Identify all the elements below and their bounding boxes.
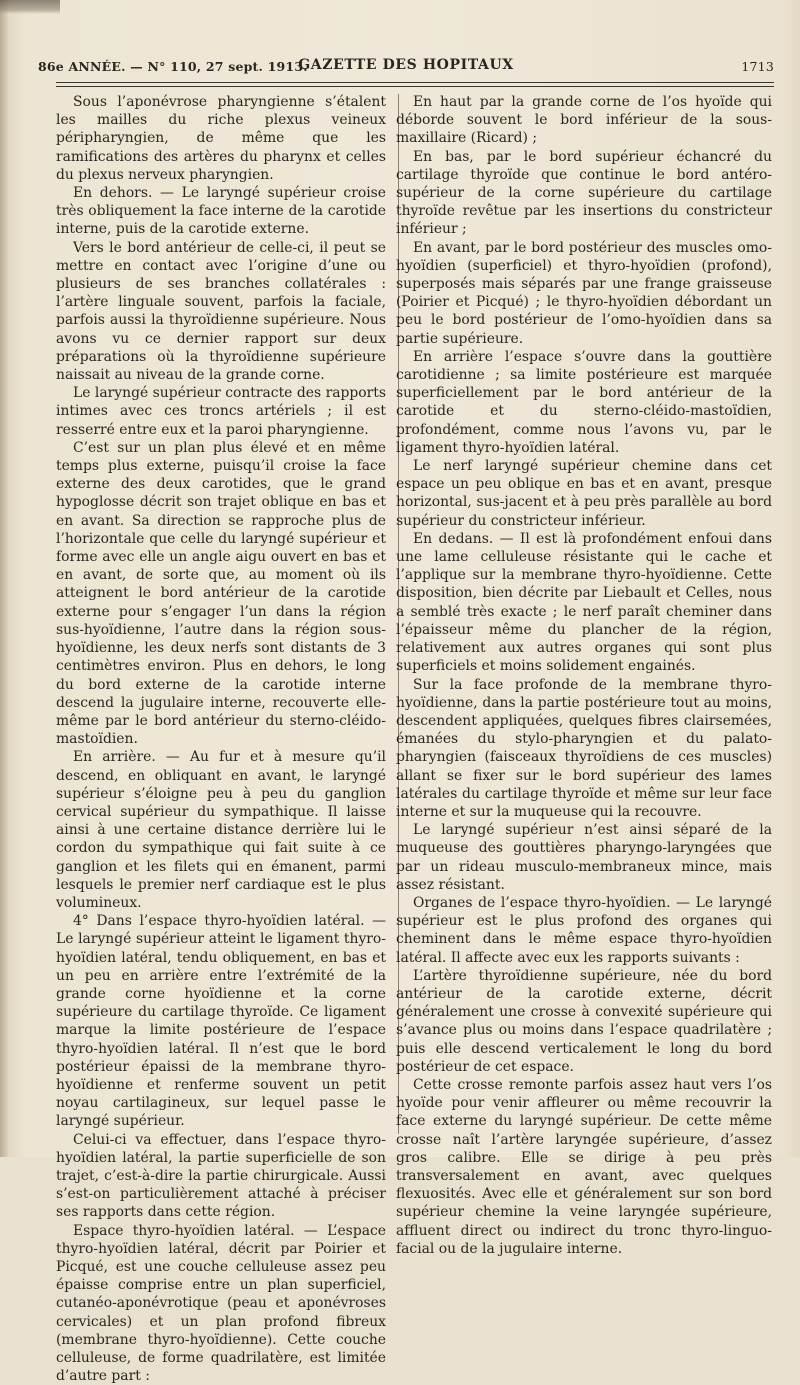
paragraph: Organes de l’espace thyro-hyoïdien. — Le laryngé supérieur est le plus profond des organes qui cheminent dans le même espace thyro-hyoïdien latéral. Il affecte avec eux les rapports suivants : (396, 894, 772, 966)
page-number: 1713 (741, 59, 774, 74)
issue-info: 86e ANNÉE. — N° 110, 27 sept. 1913. (38, 59, 308, 74)
binding-edge (0, 0, 8, 1157)
paragraph: En dedans. — Il est là profondément enfoui dans une lame celluleuse résistante qui le cache et l’applique sur la membrane thyro-hyoïdienne. Cette disposition, bien décrite par Liebault et Celles, nous a semblé très exacte ; le nerf paraît cheminer dans l’épaisseur même du plancher de la région, relativement aux autres organes qui sont plus superficiels et moins solidement engainés. (396, 530, 772, 675)
paragraph: En bas, par le bord supérieur échancré du cartilage thyroïde que continue le bord antéro-supérieur de la corne supérieure du cartilage thyroïde revêtue par les insertions du constricteur inférieur ; (396, 148, 772, 238)
paragraph: Vers le bord antérieur de celle-ci, il peut se mettre en contact avec l’origine d’une ou plusieurs de ses branches collatérales : l’artère linguale souvent, parfois la faciale, parfois aussi la thyroïdienne supérieure. Nous avons vu ce dernier rapport sur deux préparations où la thyroïdienne supérieure naissait au niveau de la grande corne. (56, 239, 386, 384)
paragraph: Celui-ci va effectuer, dans l’espace thyro-hyoïdien latéral, la partie superficielle de son trajet, c’est-à-dire la partie chirurgicale. Aussi s’est-on particulièrement attaché à préciser ses rapports dans cette région. (56, 1131, 386, 1221)
paragraph: En arrière. — Au fur et à mesure qu’il descend, en obliquant en avant, le laryngé supérieur s’éloigne peu à peu du ganglion cervical supérieur du sympathique. Il laisse ainsi à une certaine distance derrière lui le cordon du sympathique qui fait suite à ce ganglion et les filets qui en émanent, parmi lesquels le premier nerf cardiaque est le plus volumineux. (56, 749, 386, 911)
paragraph: Le laryngé supérieur n’est ainsi séparé de la muqueuse des gouttières pharyngo-laryngées que par un rideau musculo-membraneux mince, mais assez résistant. (396, 822, 772, 893)
running-header (38, 57, 774, 77)
header-rule-bottom (56, 86, 774, 87)
journal-title: GAZETTE DES HOPITAUX (298, 57, 514, 73)
left-column (56, 93, 386, 1385)
paragraph: En avant, par le bord postérieur des muscles omo-hyoïdien (superficiel) et thyro-hyoïdien (profond), superposés mais séparés par une frange graisseuse (Poirier et Picqué) ; le thyro-hyoïdien débordant un peu le bord postérieur de l’omo-hyoïdien dans sa partie supérieure. (396, 239, 772, 347)
page-corner-shadow (0, 0, 60, 14)
paragraph: Sur la face profonde de la membrane thyro-hyoïdienne, dans la partie postérieure tout au moins, descendent appliquées, quelques fibres clairsemées, émanées du stylo-pharyngien et du palato-pharyngien (faisceaux thyroïdiens de ces muscles) allant se fixer sur le bord supérieur des lames latérales du cartilage thyroïde et même sur leur face interne et sur la muqueuse qui la recouvre. (396, 676, 772, 820)
paragraph: 4° Dans l’espace thyro-hyoïdien latéral. — Le laryngé supérieur atteint le ligament thyro-hyoïdien latéral, tendu obliquement, en bas et un peu en arrière entre l’extrémité de la grande corne hyoïdienne et la corne supérieure du cartilage thyroïde. Ce ligament marque la limite postérieure de l’espace thyro-hyoïdien latéral. Il n’est que le bord postérieur épaissi de la membrane thyro-hyoïdienne et renferme souvent un petit noyau cartilagineux, sur lequel passe le laryngé supérieur. (56, 913, 386, 1130)
paragraph: C’est sur un plan plus élevé et en même temps plus externe, puisqu’il croise la face externe des deux carotides, que le grand hypoglosse décrit son trajet oblique en bas et en avant. Sa direction se rapproche plus de l’horizontale que celle du laryngé supérieur et forme avec elle un angle aigu ouvert en bas et en avant, de sorte que, au moment où ils atteignent le bord antérieur de la carotide externe pour s’engager l’un dans la région sus-hyoïdienne, l’autre dans la région sous-hyoïdienne, les deux nerfs sont distants de 3 centimètres environ. Plus en dehors, le long du bord externe de la carotide interne descend la jugulaire interne, recouverte elle-même par le bord antérieur du sterno-cléido-mastoïdien. (56, 439, 386, 748)
paragraph: Espace thyro-hyoïdien latéral. — L’espace thyro-hyoïdien latéral, décrit par Poirier et Picqué, est une couche celluleuse assez peu épaisse comprise entre un plan superficiel, cutanéo-aponévrotique (peau et aponévroses cervicales) et un plan profond fibreux (membrane thyro-hyoïdienne). Cette couche celluleuse, de forme quadrilatère, est limitée d’autre part : (56, 1222, 386, 1385)
paragraph: En haut par la grande corne de l’os hyoïde qui déborde souvent le bord inférieur de la sous-maxillaire (Ricard) ; (396, 94, 772, 147)
paragraph: Cette crosse remonte parfois assez haut vers l’os hyoïde pour venir affleurer ou même recouvrir la face externe du laryngé supérieur. De cette même crosse naît l’artère laryngée supérieure, d’assez gros calibre. Elle se dirige à peu près transversalement en avant, avec quelques flexuosités. Avec elle et généralement sur son bord supérieur chemine la veine laryngée supérieure, affluent direct ou indirect du tronc thyro-linguo-facial ou de la jugulaire interne. (396, 1076, 772, 1257)
paragraph: Le nerf laryngé supérieur chemine dans cet espace un peu oblique en bas et en avant, presque horizontal, sus-jacent et à peu près parallèle au bord supérieur du constricteur inférieur. (396, 458, 772, 529)
paragraph: Le laryngé supérieur contracte des rapports intimes avec ces troncs artériels ; il est resserré entre eux et la paroi pharyngienne. (56, 385, 386, 438)
paragraph: En arrière l’espace s’ouvre dans la gouttière carotidienne ; sa limite postérieure est marquée superficiellement par le bord antérieur de la carotide et du sterno-cléido-mastoïdien, profondément, comme nous l’avons vu, par le ligament thyro-hyoïdien latéral. (396, 348, 772, 456)
header-rule-top (56, 82, 774, 83)
paragraph: Sous l’aponévrose pharyngienne s’étalent les mailles du riche plexus veineux péripharyngien, de même que les ramifications des artères du pharynx et celles du plexus nerveux pharyngien. (56, 94, 386, 183)
right-column (396, 93, 772, 1258)
paragraph: L’artère thyroïdienne supérieure, née du bord antérieur de la carotide externe, décrit généralement une crosse à convexité supérieure qui s’avance plus ou moins dans l’espace quadrilatère ; puis elle descend verticalement le long du bord postérieur de cet espace. (396, 967, 772, 1075)
paragraph: En dehors. — Le laryngé supérieur croise très obliquement la face interne de la carotide interne, puis de la carotide externe. (56, 185, 386, 238)
